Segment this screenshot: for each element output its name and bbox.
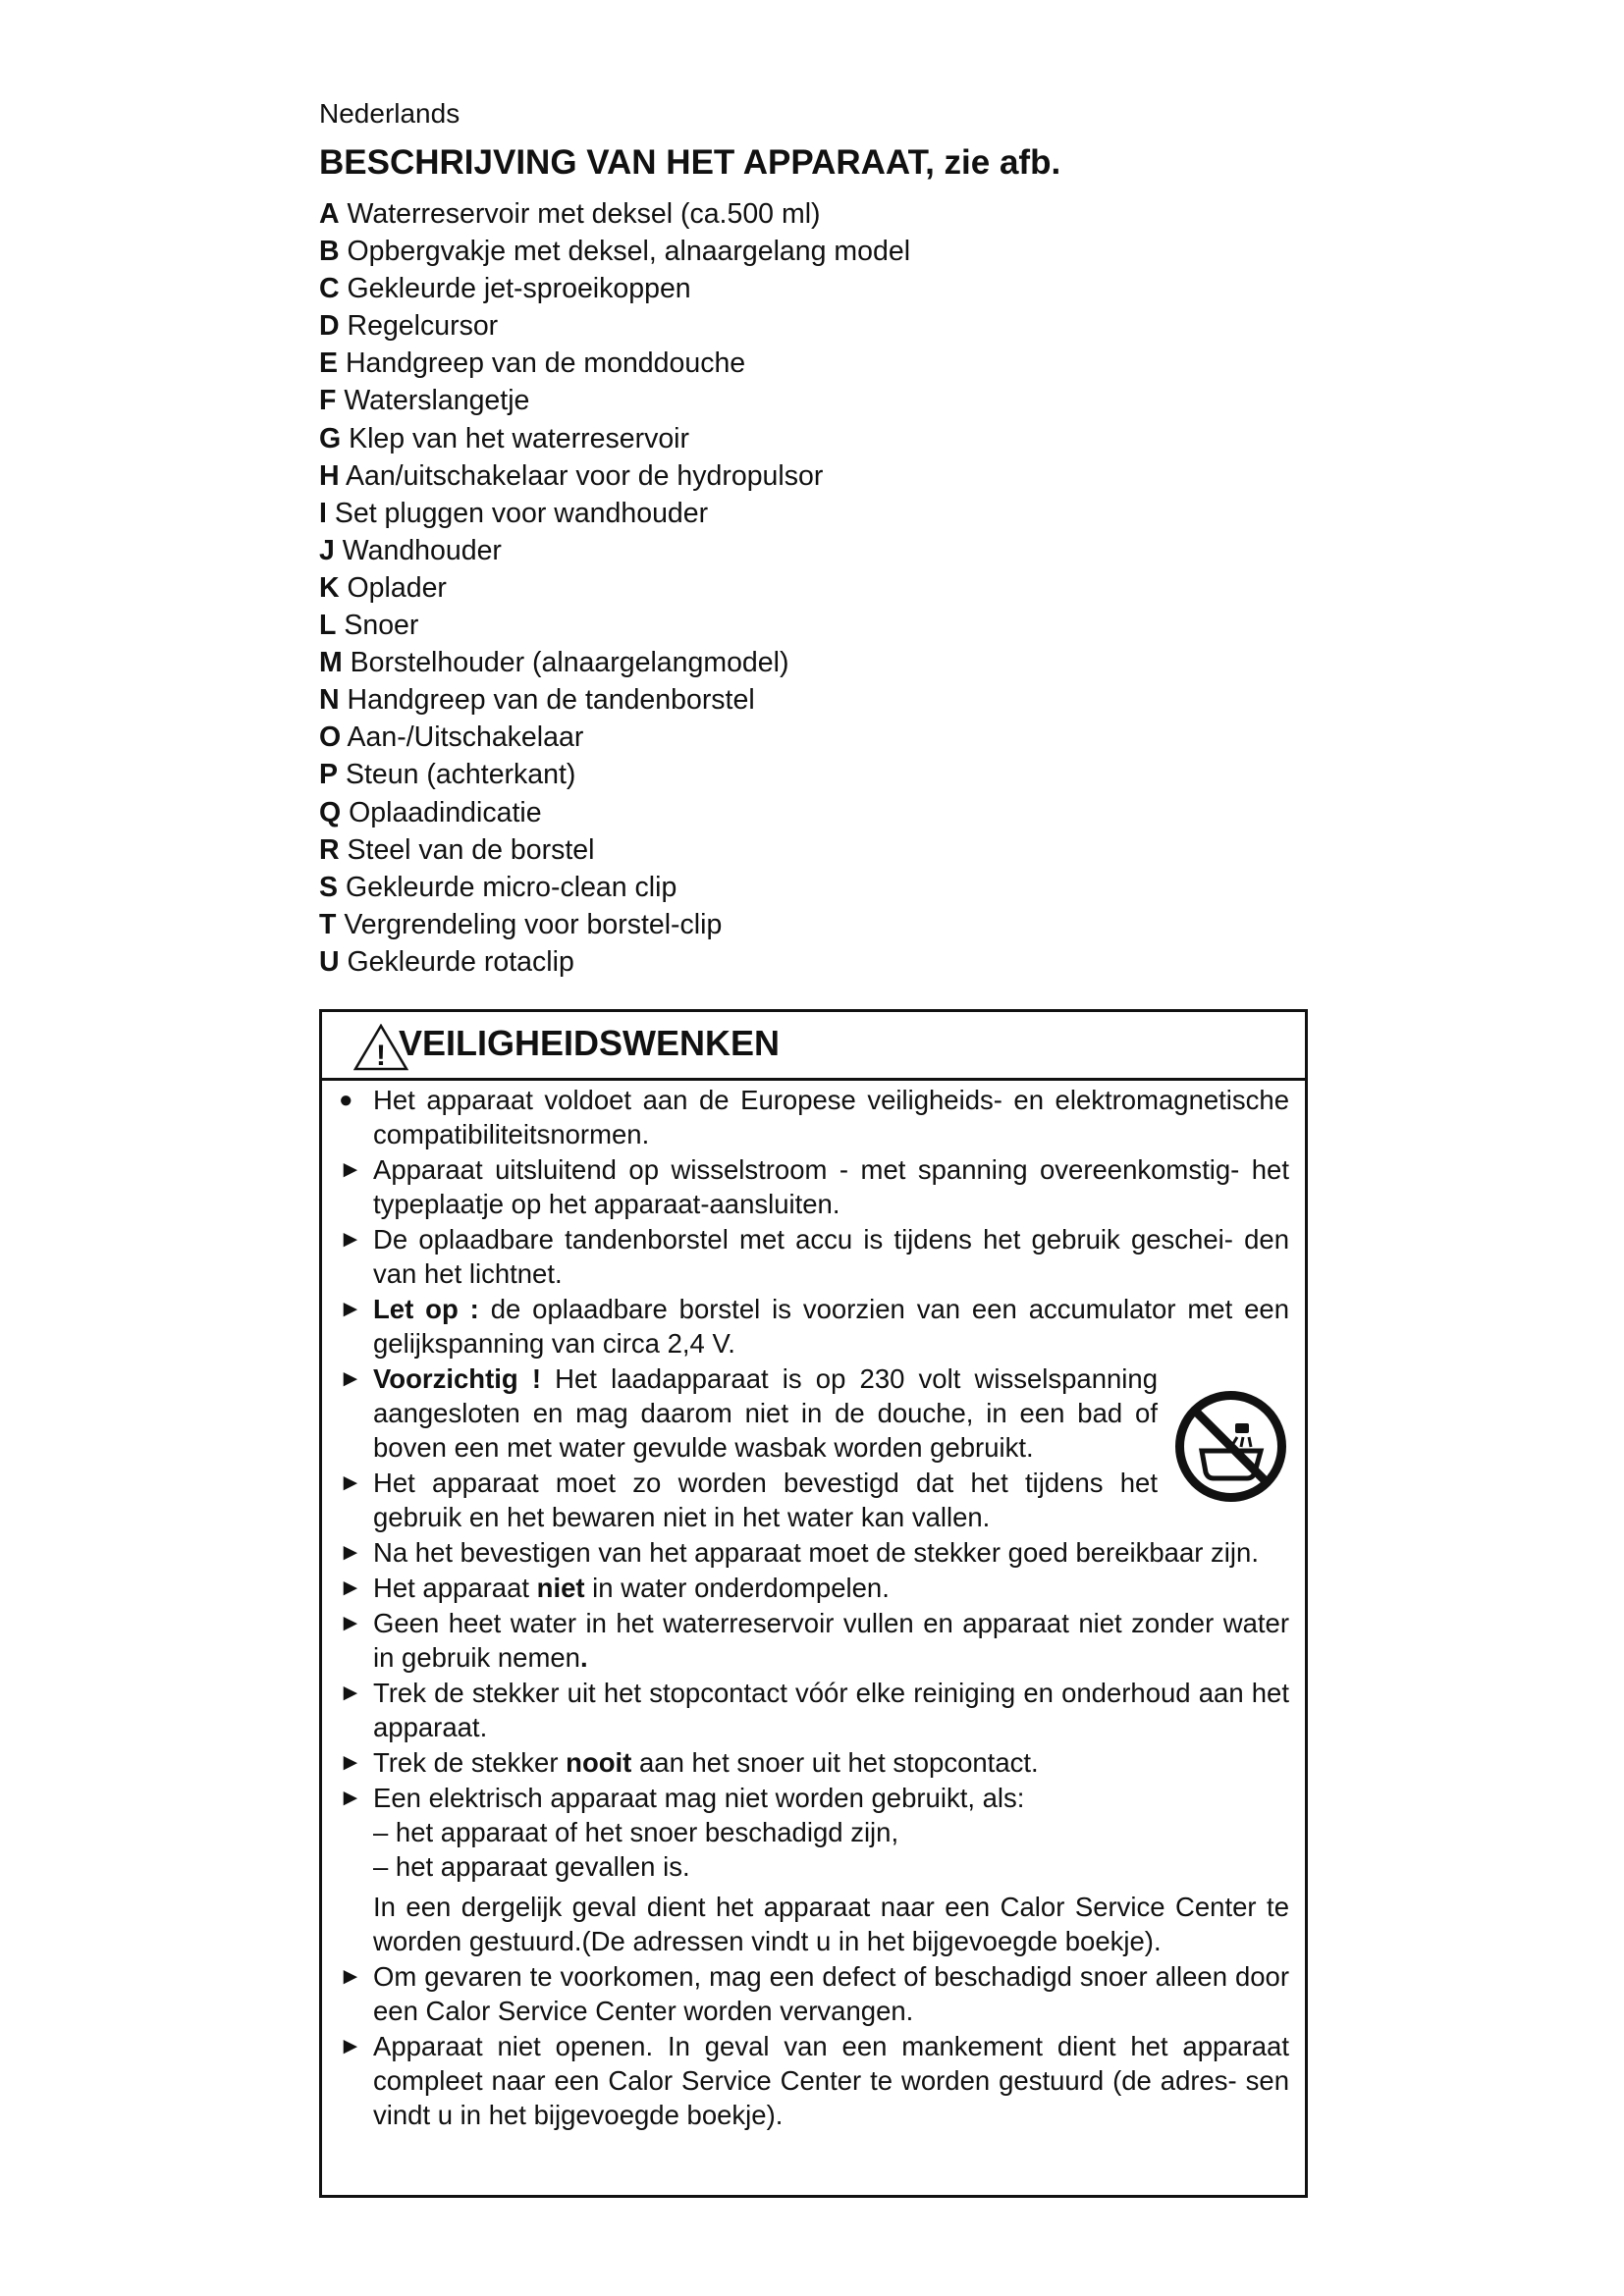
item-body: Een elektrisch apparaat mag niet worden gebruikt, als:	[373, 1783, 1025, 1813]
part-text: Oplader	[347, 571, 447, 604]
page-title: BESCHRIJVING VAN HET APPARAAT, zie afb.	[319, 143, 1061, 182]
part-text: Set pluggen voor wandhouder	[334, 497, 709, 529]
part-text: Gekleurde jet-sproeikoppen	[347, 273, 691, 305]
part-text: Regelcursor	[347, 310, 499, 343]
part-text: Vergrendeling voor borstel-clip	[344, 908, 723, 940]
list-item	[319, 345, 910, 382]
part-letter: L	[319, 610, 337, 642]
part-letter: I	[319, 497, 327, 529]
item-bold: Voorzichtig !	[373, 1363, 541, 1394]
list-item	[319, 495, 910, 532]
part-text: Aan-/Uitschakelaar	[347, 721, 584, 754]
part-text: Handgreep van de monddouche	[345, 347, 746, 380]
item-text: Trek de stekker uit het stopcontact vóór elke reiniging en onderhoud aan het apparaat.	[373, 1678, 1289, 1742]
arrow-bullet-icon: ►	[339, 1469, 362, 1496]
list-item	[322, 1781, 1305, 1958]
item-subline: In een dergelijk geval dient het apparaat naar een Calor Service Center te worden gestuurd.(De adressen vindt u in het bijgevoegde boekje).	[373, 1892, 1289, 1956]
arrow-bullet-icon: ►	[339, 1610, 362, 1636]
part-text: Klep van het waterreservoir	[349, 422, 690, 454]
part-text: Steel van de borstel	[347, 833, 595, 866]
item-bold: Let op :	[373, 1294, 479, 1324]
list-item	[322, 1362, 1305, 1465]
part-letter: D	[319, 310, 340, 343]
part-letter: P	[319, 759, 339, 791]
part-text: Aan/uitschakelaar voor de hydropulsor	[345, 459, 824, 492]
part-letter: U	[319, 945, 340, 978]
list-item	[322, 1466, 1305, 1534]
item-text: De oplaadbare tandenborstel met accu is tijdens het gebruik geschei- den van het lichtnet.	[373, 1224, 1289, 1289]
item-bold: .	[579, 1642, 588, 1673]
list-item	[319, 869, 910, 906]
list-item	[319, 681, 910, 719]
part-text: Gekleurde rotaclip	[347, 945, 574, 978]
list-item	[322, 1676, 1305, 1744]
part-letter: G	[319, 422, 342, 454]
arrow-bullet-icon: ►	[339, 1539, 362, 1566]
list-item	[322, 1571, 1305, 1605]
list-item	[319, 382, 910, 419]
list-item	[319, 233, 910, 270]
safety-box	[319, 1009, 1308, 2198]
list-item	[319, 307, 910, 345]
list-item	[322, 1152, 1305, 1221]
arrow-bullet-icon: ►	[339, 1296, 362, 1322]
item-body: Trek de stekker	[373, 1747, 559, 1778]
part-letter: K	[319, 571, 340, 604]
list-item	[319, 569, 910, 607]
item-text	[373, 1781, 1289, 1958]
item-bold: niet	[536, 1573, 585, 1603]
list-item	[322, 1222, 1305, 1291]
part-letter: O	[319, 721, 342, 754]
arrow-bullet-icon: ►	[339, 1680, 362, 1706]
part-text: Oplaadindicatie	[349, 796, 542, 828]
item-body: Het apparaat	[373, 1573, 529, 1603]
svg-text:!: !	[376, 1040, 386, 1071]
list-item	[322, 1292, 1305, 1361]
part-text: Handgreep van de tandenborstel	[347, 684, 755, 717]
no-bath-icon	[1174, 1390, 1287, 1503]
item-body: Het laadapparaat is op 230 volt wisselspanning aangesloten en mag daarom niet in de douche, in een bad of boven een met water gevulde wasbak worden gebruikt.	[373, 1363, 1158, 1463]
list-item	[319, 195, 910, 233]
parts-list	[319, 195, 910, 981]
list-item	[319, 607, 910, 644]
part-letter: B	[319, 236, 340, 268]
part-letter: R	[319, 833, 340, 866]
arrow-bullet-icon: ►	[339, 1365, 362, 1392]
list-item	[319, 532, 910, 569]
item-subline: – het apparaat of het snoer beschadigd zijn,	[373, 1817, 899, 1847]
part-text: Waterslangetje	[344, 385, 530, 417]
part-letter: Q	[319, 796, 342, 828]
part-text: Borstelhouder (alnaargelangmodel)	[350, 647, 789, 679]
list-item	[322, 1606, 1305, 1675]
part-letter: T	[319, 908, 337, 940]
part-text: Waterreservoir met deksel (ca.500 ml)	[347, 198, 821, 230]
bullet-icon: ●	[339, 1087, 353, 1113]
item-text	[373, 1745, 1289, 1780]
item-text: Het apparaat voldoet aan de Europese veiligheids- en elektromagnetische compatibiliteitsnormen.	[373, 1085, 1289, 1149]
arrow-bullet-icon: ►	[339, 1963, 362, 1990]
list-item	[319, 756, 910, 793]
safety-list	[322, 1083, 1305, 2133]
safety-header	[322, 1012, 1305, 1081]
item-body: de oplaadbare borstel is voorzien van een accumulator met een gelijkspanning van circa 2,4 V.	[373, 1294, 1289, 1359]
item-text	[373, 1362, 1158, 1465]
item-body: in water onderdompelen.	[592, 1573, 890, 1603]
item-text: Apparaat uitsluitend op wisselstroom - met spanning overeenkomstig- het typeplaatje op het apparaat-aansluiten.	[373, 1154, 1289, 1219]
part-letter: E	[319, 347, 339, 380]
part-letter: F	[319, 385, 337, 417]
list-item	[319, 831, 910, 869]
list-item	[322, 1083, 1305, 1151]
list-item	[319, 719, 910, 756]
item-text	[373, 1292, 1289, 1361]
list-item	[319, 943, 910, 981]
list-item	[319, 270, 910, 307]
part-text: Snoer	[344, 610, 419, 642]
part-text: Opbergvakje met deksel, alnaargelang model	[347, 236, 911, 268]
list-item	[319, 420, 910, 457]
item-body: aan het snoer uit het stopcontact.	[638, 1747, 1039, 1778]
list-item	[322, 1959, 1305, 2028]
list-item	[319, 644, 910, 681]
list-item	[319, 794, 910, 831]
part-letter: S	[319, 871, 339, 903]
item-text: Na het bevestigen van het apparaat moet de stekker goed bereikbaar zijn.	[373, 1537, 1259, 1568]
language-label: Nederlands	[319, 98, 460, 129]
item-text	[373, 1571, 1289, 1605]
list-item	[319, 457, 910, 495]
item-text: Het apparaat moet zo worden bevestigd dat het tijdens het gebruik en het bewaren niet in het water kan vallen.	[373, 1468, 1158, 1532]
part-letter: M	[319, 647, 343, 679]
arrow-bullet-icon: ►	[339, 1226, 362, 1253]
item-text: Om gevaren te voorkomen, mag een defect of beschadigd snoer alleen door een Calor Service Center worden vervangen.	[373, 1961, 1289, 2026]
list-item	[319, 906, 910, 943]
part-letter: N	[319, 684, 340, 717]
item-text: Apparaat niet openen. In geval van een mankement dient het apparaat compleet naar een Calor Service Center te worden gestuurd (de adres- sen vindt u in het bijgevoegde boekje).	[373, 2031, 1289, 2130]
arrow-bullet-icon: ►	[339, 2033, 362, 2059]
part-text: Wandhouder	[342, 534, 502, 566]
list-item	[322, 1745, 1305, 1780]
safety-title: VEILIGHEIDSWENKEN	[399, 1023, 781, 1063]
list-item	[322, 1535, 1305, 1570]
item-body: Geen heet water in het waterreservoir vullen en apparaat niet zonder water in gebruik nemen	[373, 1608, 1289, 1673]
list-item	[322, 2029, 1305, 2132]
arrow-bullet-icon: ►	[339, 1749, 362, 1776]
part-text: Steun (achterkant)	[345, 759, 576, 791]
item-subline: – het apparaat gevallen is.	[373, 1851, 690, 1882]
arrow-bullet-icon: ►	[339, 1575, 362, 1601]
arrow-bullet-icon: ►	[339, 1785, 362, 1811]
item-bold: nooit	[566, 1747, 632, 1778]
part-letter: A	[319, 198, 340, 230]
part-letter: J	[319, 534, 335, 566]
part-text: Gekleurde micro-clean clip	[345, 871, 677, 903]
arrow-bullet-icon: ►	[339, 1156, 362, 1183]
part-letter: C	[319, 273, 340, 305]
item-text	[373, 1606, 1289, 1675]
part-letter: H	[319, 459, 340, 492]
